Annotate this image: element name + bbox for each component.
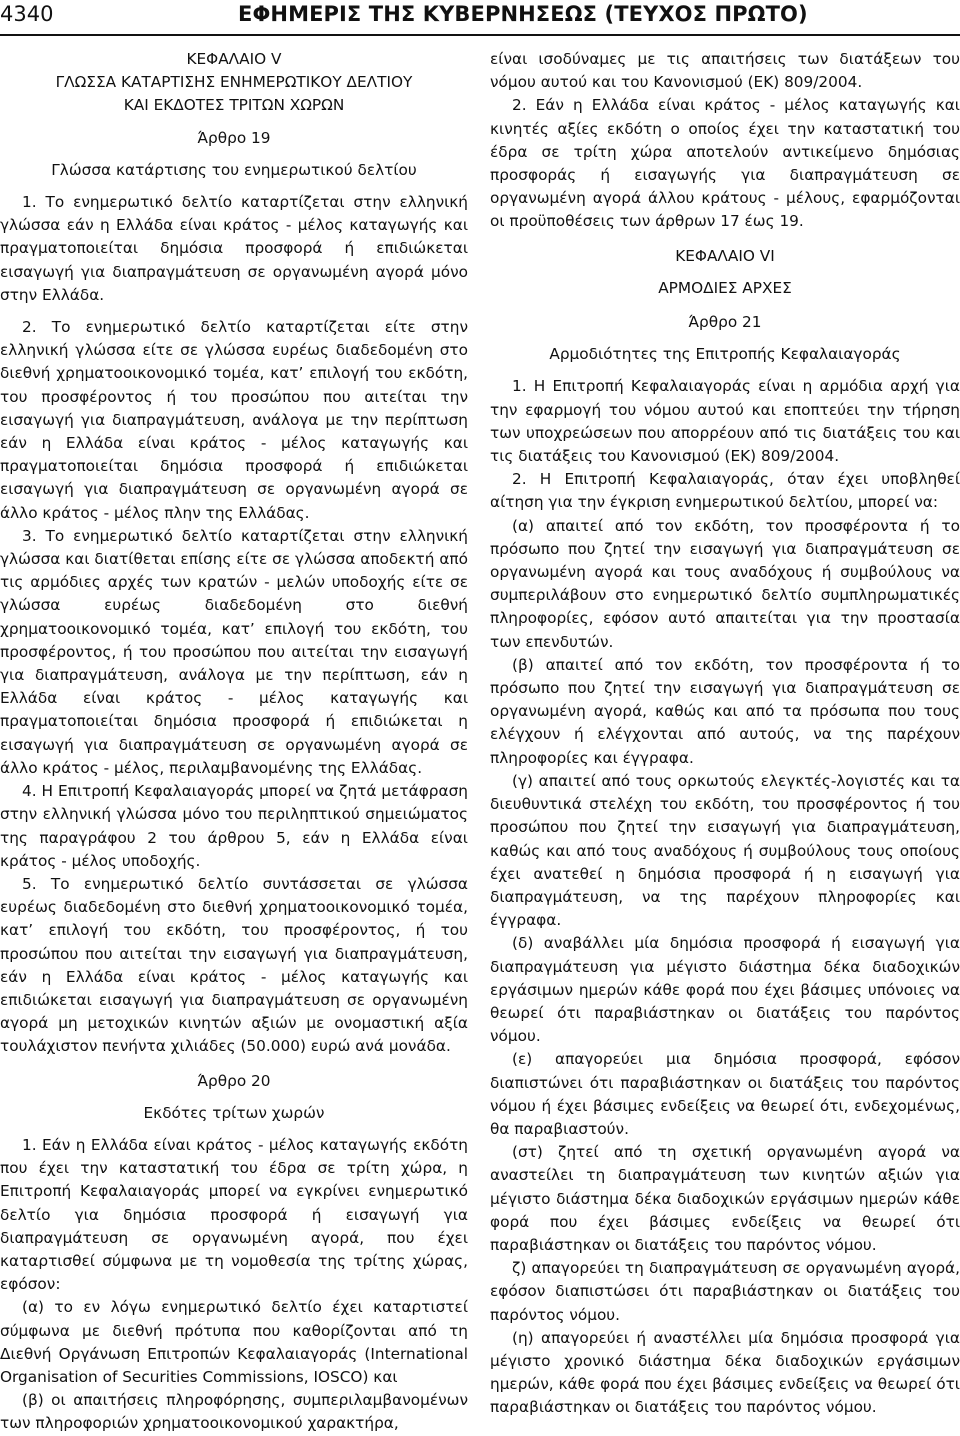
paragraph: (δ) αναβάλλει μία δημόσια προσφορά ή εισαγωγή για διαπραγμάτευση για μέγιστο διάστημα δέκα διαδοχικών εργάσιμων ημερών κάθε φορά που έχει βάσιμες υπόνοιες να θεωρεί ότι παραβιάστηκαν οι διατάξεις του παρόντος νόμου. <box>490 934 960 1046</box>
article-title: Αρμοδιότητες της Επιτροπής Κεφαλαιαγοράς <box>549 345 901 364</box>
paragraph: 1. Εάν η Ελλάδα είναι κράτος - μέλος καταγωγής εκδότη που έχει την καταστατική του έδρα σε τρίτη χώρα, η Επιτροπή Κεφαλαιαγοράς μπορεί να εγκρίνει ενημερωτικό δελτίο για δημόσια προσφορά ή εισαγωγή για διαπραγμάτευση σε οργανωμένη αγορά, που έχει καταρτισθεί σύμφωνα με τη νομοθεσία της τρίτης χώρας, εφόσον: <box>0 1135 468 1294</box>
paragraph: (η) απαγορεύει ή αναστέλλει μία δημόσια προσφορά για μέγιστο χρονικό διάστημα δέκα διαδοχικών εργάσιμων ημερών, κάθε φορά που έχει βάσιμες ενδείξεις να θεωρεί ότι παραβιάστηκαν οι διατάξεις του παρόντος νόμου. <box>490 1328 960 1417</box>
paragraph: 5. Το ενημερωτικό δελτίο συντάσσεται σε γλώσσα ευρέως διαδεδομένη στο διεθνή χρηματοοικονομικό τομέα, κατ’ επιλογή του εκδότη, του προσφέροντος, ή του προσώπου που αιτείται την εισαγωγή για διαπραγμάτευση, εάν η Ελλάδα είναι κράτος - μέλος καταγωγής και επιδιώκεται εισαγωγή για διαπραγμάτευση σε οργανωμένη αγορά μη μετοχικών κινητών αξιών με ονομαστική αξία τουλάχιστον πενήντα χιλιάδες (50.000) ευρώ ανά μονάδα. <box>0 874 468 1056</box>
journal-title: ΕΦΗΜΕΡΙΣ ΤΗΣ ΚΥΒΕΡΝΗΣΕΩΣ (ΤΕΥΧΟΣ ΠΡΩΤΟ) <box>238 2 808 26</box>
article-heading: Άρθρο 21 <box>688 313 762 332</box>
paragraph: είναι ισοδύναμες με τις απαιτήσεις των διατάξεων του νόμου αυτού και του Κανονισμού (ΕΚ) 809/2004. <box>490 50 960 92</box>
page-number: 4340 <box>0 2 54 26</box>
right-column <box>490 48 960 1420</box>
paragraph: (στ) ζητεί από τη σχετική οργανωμένη αγορά να αναστείλει τη διαπραγμάτευση των κινητών αξιών για μέγιστο διάστημα δέκα διαδοχικών εργάσιμων ημερών κάθε φορά που έχει βάσιμες ενδείξεις να θεωρεί ότι παραβιάστηκαν οι διατάξεις του παρόντος νόμου. <box>490 1143 960 1254</box>
article-title: Γλώσσα κατάρτισης του ενημερωτικού δελτίου <box>51 160 417 179</box>
paragraph: (α) απαιτεί από τον εκδότη, τον προσφέροντα ή το πρόσωπο που ζητεί την εισαγωγή για διαπραγμάτευση σε οργανωμένη αγορά και τους αναδόχους ή συμβούλους να συμπεριλάβουν στο ενημερωτικό δελτίο συμπληρωματικές πληροφορίες, εφόσον αυτό απαιτείται για την προστασία των επενδυτών. <box>490 516 960 651</box>
paragraph: (γ) απαιτεί από τους ορκωτούς ελεγκτές-λογιστές και τα διευθυντικά στελέχη του εκδότη, του προσφέροντος ή του προσώπου που ζητεί την εισαγωγή για διαπραγμάτευση, καθώς και από τους αναδόχους ή συμβούλους τους οποίους έχει ανατεθεί η δημόσια προσφορά ή η εισαγωγή για διαπραγμάτευση, να της παρέχουν πληροφορίες και έγγραφα. <box>490 771 960 930</box>
paragraph: (ε) απαγορεύει μια δημόσια προσφορά, εφόσον διαπιστώνει ότι παραβιάστηκαν οι διατάξεις του παρόντος νόμου ή έχει βάσιμες ενδείξεις να θεωρεί ότι, ενδεχομένως, θα παραβιαστούν. <box>490 1050 960 1138</box>
chapter-title: ΑΡΜΟΔΙΕΣ ΑΡΧΕΣ <box>658 278 792 297</box>
chapter-heading: ΚΕΦΑΛΑΙΟ VI <box>675 246 775 265</box>
chapter-title: ΓΛΩΣΣΑ ΚΑΤΑΡΤΙΣΗΣ ΕΝΗΜΕΡΩΤΙΚΟΥ ΔΕΛΤΙΟΥ <box>55 73 413 92</box>
paragraph: ζ) απαγορεύει τη διαπραγμάτευση σε οργανωμένη αγορά, εφόσον διαπιστώσει ότι παραβιάστηκαν οι διατάξεις του παρόντος νόμου. <box>490 1259 960 1324</box>
page-header <box>0 0 960 38</box>
paragraph: 1. Το ενημερωτικό δελτίο καταρτίζεται στην ελληνική γλώσσα εάν η Ελλάδα είναι κράτος - μέλος καταγωγής και πραγματοποιείται δημόσια προσφορά ή επιδιώκεται εισαγωγή για διαπραγμάτευση σε οργανωμένη αγορά μόνο στην Ελλάδα. <box>0 193 468 304</box>
paragraph: (β) απαιτεί από τον εκδότη, τον προσφέροντα ή το πρόσωπο που ζητεί την εισαγωγή για διαπραγμάτευση σε οργανωμένη αγορά, καθώς και από τα πρόσωπα που τους ελέγχουν ή ελέγχονται από αυτούς, να της παρέχουν πληροφορίες και έγγραφα. <box>490 655 960 767</box>
paragraph: (α) το εν λόγω ενημερωτικό δελτίο έχει καταρτιστεί σύμφωνα με διεθνή πρότυπα που καθορίζονται από τη Διεθνή Οργάνωση Επιτροπών Κεφαλαιαγοράς (International Organisation of Securities Commissions, IOSCO) και <box>0 1298 468 1386</box>
paragraph: 2. Το ενημερωτικό δελτίο καταρτίζεται είτε στην ελληνική γλώσσα είτε σε γλώσσα ευρέως διαδεδομένη στο διεθνή χρηματοοικονομικό τομέα, κατ’ επιλογή του εκδότη, του προσφέροντος ή του προσώπου που αιτείται την εισαγωγή για διαπραγμάτευση, ανάλογα με την περίπτωση εάν η Ελλάδα είναι κράτος - μέλος καταγωγής και πραγματοποιείται δημόσια προσφορά ή επιδιώκεται εισαγωγή για διαπραγμάτευση σε οργανωμένη αγορά σε άλλο κράτος - μέλος πλην της Ελλάδας. <box>0 318 468 522</box>
paragraph: (β) οι απαιτήσεις πληροφόρησης, συμπεριλαμβανομένων των πληροφοριών χρηματοοικονομικού χαρακτήρα, <box>0 1391 468 1433</box>
chapter-title: ΚΑΙ ΕΚΔΟΤΕΣ ΤΡΙΤΩΝ ΧΩΡΩΝ <box>123 96 345 115</box>
left-column <box>0 48 468 1436</box>
paragraph: 2. Η Επιτροπή Κεφαλαιαγοράς, όταν έχει υποβληθεί αίτηση για την έγκριση ενημερωτικού δελτίου, μπορεί να: <box>490 470 960 512</box>
paragraph: 3. Το ενημερωτικό δελτίο καταρτίζεται στην ελληνική γλώσσα και διατίθεται επίσης είτε σε γλώσσα αποδεκτή από τις αρμόδιες αρχές των κρατών - μελών υποδοχής είτε σε γλώσσα ευρέως διαδεδομένη στο διεθνή χρηματοοικονομικό τομέα, κατ’ επιλογή του εκδότη, του προσφέροντος, ή του προσώπου που αιτείται την εισαγωγή για διαπραγμάτευση, ανάλογα με την περίπτωση, εάν η Ελλάδα είναι κράτος - μέλος καταγωγής και πραγματοποιείται δημόσια προσφορά ή επιδιώκεται η εισαγωγή για διαπραγμάτευση σε οργανωμένη αγορά σε άλλο κράτος - μέλος, περιλαμβανομένης της Ελλάδας. <box>0 526 468 777</box>
paragraph: 4. Η Επιτροπή Κεφαλαιαγοράς μπορεί να ζητά μετάφραση στην ελληνική γλώσσα μόνο του περιληπτικού σημειώματος της παραγράφου 2 του άρθρου 5, εάν η Ελλάδα είναι κράτος - μέλος υποδοχής. <box>0 782 468 870</box>
article-heading: Άρθρο 19 <box>197 128 271 147</box>
article-heading: Άρθρο 20 <box>197 1071 271 1090</box>
paragraph: 2. Εάν η Ελλάδα είναι κράτος - μέλος καταγωγής και κινητές αξίες εκδότη ο οποίος έχει την καταστατική του έδρα σε τρίτη χώρα αποτελούν αντικείμενο δημόσιας προσφοράς ή εισαγωγής για διαπραγμάτευση σε οργανωμένη αγορά άλλου κράτους - μέλους, εφαρμόζονται οι προϋποθέσεις των άρθρων 17 έως 19. <box>490 96 960 231</box>
paragraph: 1. Η Επιτροπή Κεφαλαιαγοράς είναι η αρμόδια αρχή για την εφαρμογή του νόμου αυτού και εποπτεύει την τήρηση των υποχρεώσεων που απορρέουν από τις διατάξεις του και τις διατάξεις του Κανονισμού (ΕΚ) 809/2004. <box>490 377 960 466</box>
header-rule <box>0 34 960 36</box>
chapter-heading: ΚΕΦΑΛΑΙΟ V <box>186 50 282 68</box>
article-title: Εκδότες τρίτων χωρών <box>143 1103 325 1122</box>
